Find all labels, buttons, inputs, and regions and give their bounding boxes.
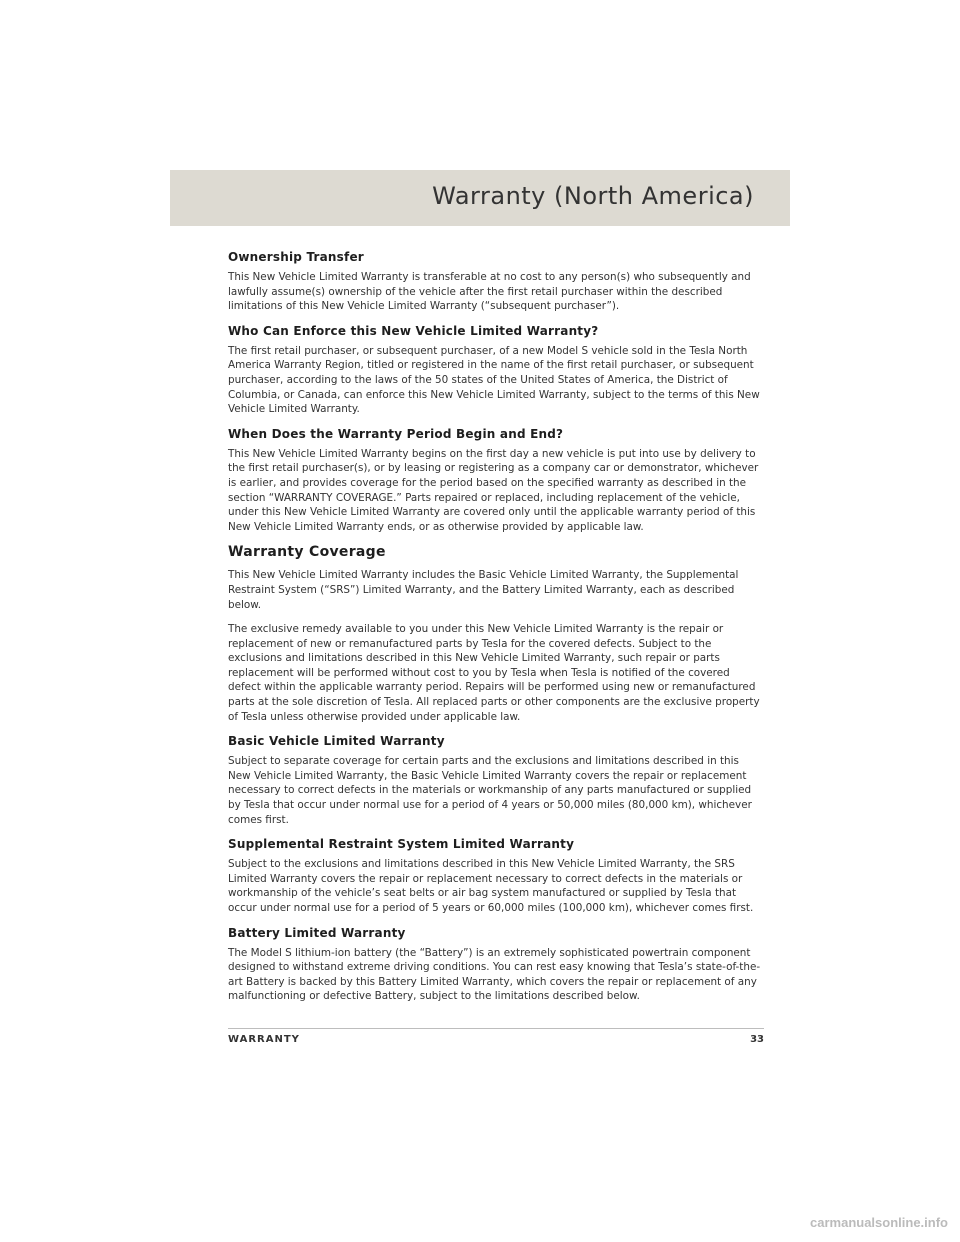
section-paragraph: This New Vehicle Limited Warranty includes the Basic Vehicle Limited Warranty, the Supplemental Restraint System (“SRS”) Limited Warranty, and the Battery Limited Warranty, each as described below. [228,569,739,611]
header-band [170,170,790,226]
section-heading: Battery Limited Warranty [228,925,406,940]
section-who-can-enforce [228,324,764,417]
section-battery-warranty [228,926,764,1004]
section-heading: Who Can Enforce this New Vehicle Limited Warranty? [228,323,599,338]
section-paragraph: This New Vehicle Limited Warranty begins on the first day a new vehicle is put into use by delivery to the first retail purchaser(s), or by leasing or registering as a company car or demonstrator, whichever is earlier, and provides coverage for the period based on the specified warranty as described in the section “WARRANTY COVERAGE.” Parts repaired or replaced, including replacement of the vehicle, under this New Vehicle Limited Warranty are covered only until the applicable warranty period of this New Vehicle Limited Warranty ends, or as otherwise provided by applicable law. [228,447,759,533]
section-paragraph: The first retail purchaser, or subsequent purchaser, of a new Model S vehicle sold in the Tesla North America Warranty Region, titled or registered in the name of the first retail purchaser, or subsequent purchaser, according to the laws of the 50 states of the United States of America, the District of Columbia, or Canada, can enforce this New Vehicle Limited Warranty, subject to the terms of this New Vehicle Limited Warranty. [228,344,760,416]
section-paragraph: The exclusive remedy available to you under this New Vehicle Limited Warranty is the repair or replacement of new or remanufactured parts by Tesla for the covered defects. Subject to the exclusions and limitations described in this New Vehicle Limited Warranty, such repair or parts replacement will be performed without cost to you by Tesla when Tesla is notified of the covered defect within the applicable warranty period. Repairs will be performed using new or remanufactured parts at the sole discretion of Tesla. All replaced parts or other components are the exclusive property of Tesla unless otherwise provided under applicable law. [228,623,760,723]
document-body [228,250,764,1014]
section-heading: Basic Vehicle Limited Warranty [228,734,445,749]
watermark-text: carmanualsonline.info [810,1215,948,1230]
section-paragraph: The Model S lithium-ion battery (the “Battery”) is an extremely sophisticated powertrain component designed to withstand extreme driving conditions. You can rest easy knowing that Tesla’s state-of-the-art Battery is backed by this Battery Limited Warranty, which covers the repair or replacement of any malfunctioning or defective Battery, subject to the limitations described below. [228,946,761,1003]
section-paragraph: Subject to separate coverage for certain parts and the exclusions and limitations described in this New Vehicle Limited Warranty, the Basic Vehicle Limited Warranty covers the repair or replacement necessary to correct defects in the materials or workmanship of any parts manufactured or supplied by Tesla that occur under normal use for a period of 4 years or 50,000 miles (80,000 km), whichever comes first. [228,755,752,826]
section-heading-major: Warranty Coverage [228,544,386,561]
section-warranty-coverage [228,544,764,724]
section-warranty-period [228,427,764,535]
footer-section-label: WARRANTY [228,1034,300,1045]
section-heading: Ownership Transfer [228,250,364,264]
footer-divider [228,1028,764,1029]
section-heading: When Does the Warranty Period Begin and End? [228,426,564,441]
section-heading: Supplemental Restraint System Limited Warranty [228,837,575,852]
section-srs-warranty [228,837,764,915]
section-basic-vehicle-warranty [228,734,764,827]
page-title: Warranty (North America) [432,182,754,210]
section-paragraph: This New Vehicle Limited Warranty is transferable at no cost to any person(s) who subsequently and lawfully assume(s) ownership of the vehicle after the first retail purchaser within the described limitations of this New Vehicle Limited Warranty (“subsequent purchaser”). [228,271,751,313]
section-paragraph: Subject to the exclusions and limitations described in this New Vehicle Limited Warranty, the SRS Limited Warranty covers the repair or replacement necessary to correct defects in the materials or workmanship of the vehicle’s seat belts or air bag system manufactured or supplied by Tesla that occur under normal use for a period of 5 years or 60,000 miles (100,000 km), whichever comes first. [228,858,754,914]
section-ownership-transfer [228,250,764,314]
page-number: 33 [750,1034,764,1045]
